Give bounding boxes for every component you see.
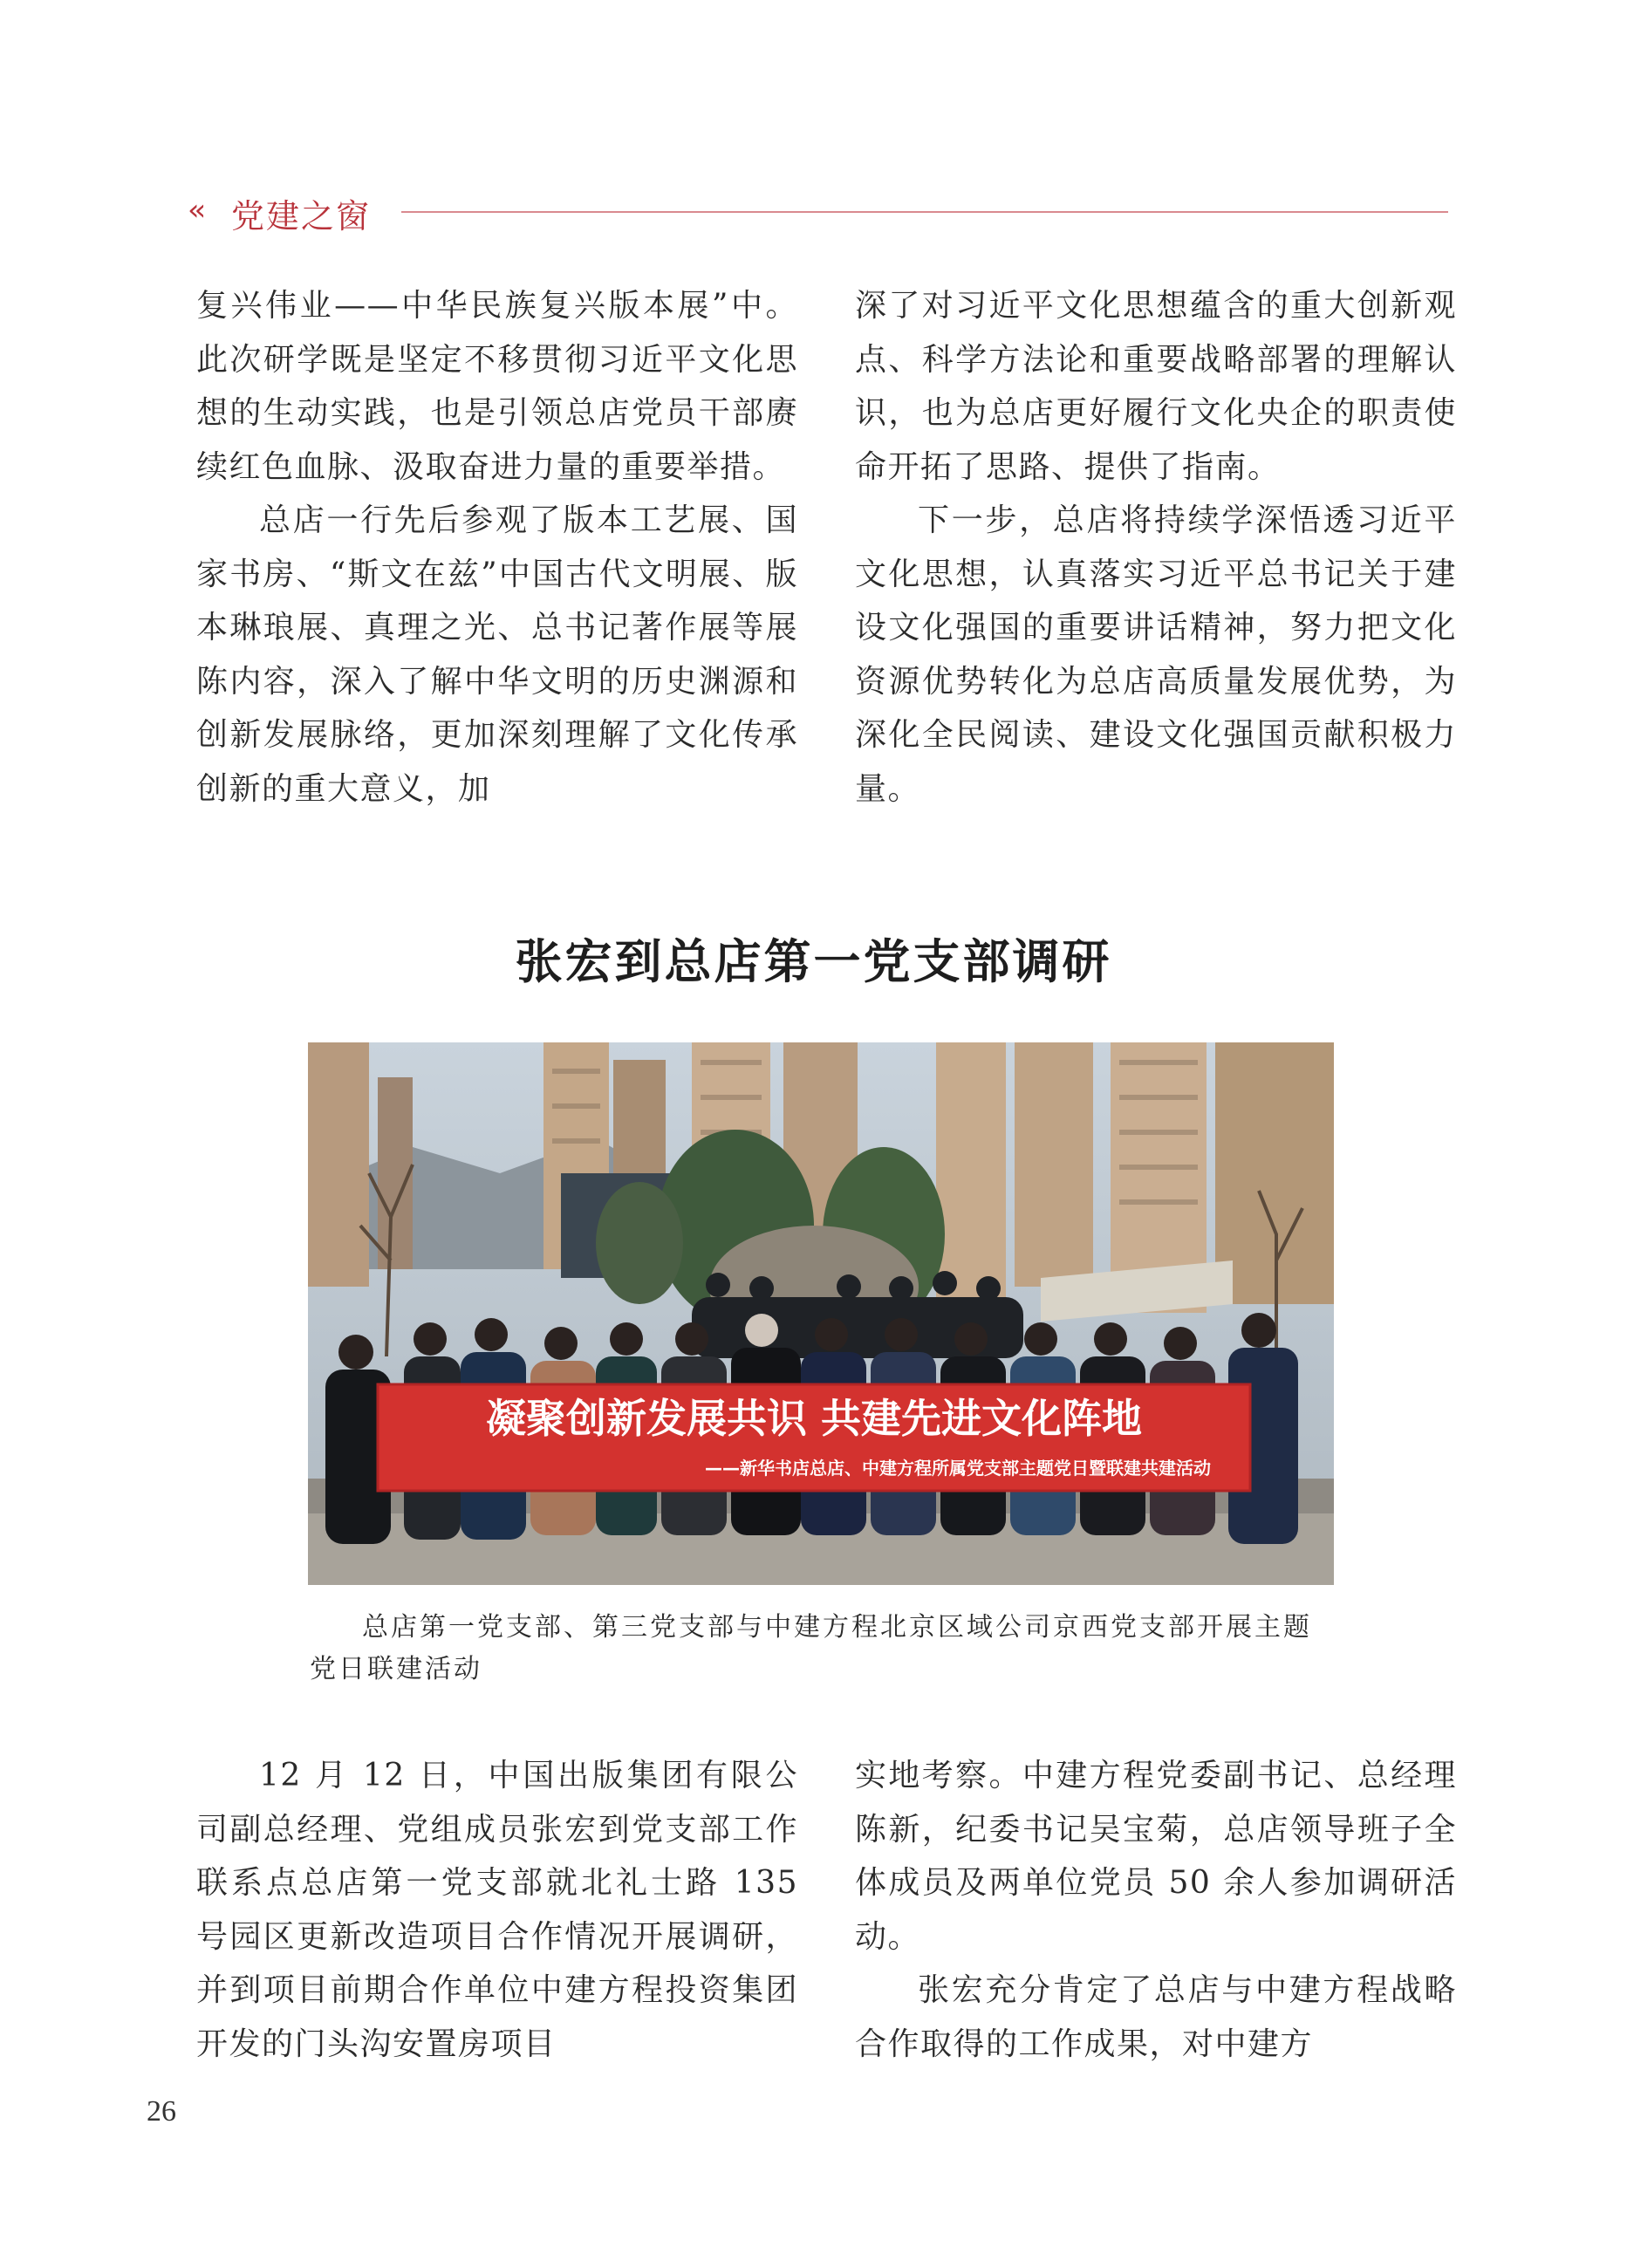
- paragraph: 深了对习近平文化思想蕴含的重大创新观点、科学方法论和重要战略部署的理解认识，也为总店更好履行文化央企的职责使命开拓了思路、提供了指南。: [855, 288, 1457, 485]
- group-photo: [308, 1042, 1334, 1585]
- photo-caption: 总店第一党支部、第三党支部与中建方程北京区域公司京西党支部开展主题党日联建活动: [310, 1612, 1312, 1684]
- article-title: 张宏到总店第一党支部调研: [515, 934, 1112, 989]
- paragraph: 复兴伟业——中华民族复兴版本展”中。此次研学既是坚定不移贯彻习近平文化思想的生动实践，也是引领总店党员干部赓续红色血脉、汲取奋进力量的重要举措。: [196, 288, 798, 485]
- section-header: [188, 188, 1448, 236]
- article1-column-2: [855, 279, 1457, 816]
- banner-sub-text: ——新华书店总店、中建方程所属党支部主题党日暨联建共建活动: [705, 1458, 1211, 1479]
- paragraph: 下一步，总店将持续学深悟透习近平文化思想，认真落实习近平总书记关于建设文化强国的重要讲话精神，努力把文化资源优势转化为总店高质量发展优势，为深化全民阅读、建设文化强国贡献积极力量。: [855, 502, 1457, 807]
- paragraph: 总店一行先后参观了版本工艺展、国家书房、“斯文在兹”中国古代文明展、版本琳琅展、真理之光、总书记著作展等展陈内容，深入了解中华文明的历史渊源和创新发展脉络，更加深刻理解了文化传承创新的重大意义，加: [196, 502, 798, 807]
- article2-column-2: [855, 1749, 1457, 2071]
- article1-column-1: [196, 279, 798, 816]
- article2-column-1: [196, 1749, 798, 2071]
- paragraph: 12 月 12 日，中国出版集团有限公司副总经理、党组成员张宏到党支部工作联系点总店第一党支部就北礼士路 135 号园区更新改造项目合作情况开展调研，并到项目前期合作单位中建方程投资集团开发的门头沟安置房项目: [196, 1758, 798, 2062]
- header-divider: [401, 211, 1448, 213]
- paragraph: 实地考察。中建方程党委副书记、总经理陈新，纪委书记吴宝菊，总店领导班子全体成员及两单位党员 50 余人参加调研活动。: [855, 1758, 1457, 1955]
- chevron-left-icon: ‹‹: [188, 193, 202, 228]
- paragraph: 张宏充分肯定了总店与中建方程战略合作取得的工作成果，对中建方: [855, 1972, 1457, 2062]
- page-number: 26: [147, 2095, 176, 2128]
- section-title: 党建之窗: [231, 197, 372, 236]
- banner-main-text: 凝聚创新发展共识 共建先进文化阵地: [485, 1395, 1143, 1442]
